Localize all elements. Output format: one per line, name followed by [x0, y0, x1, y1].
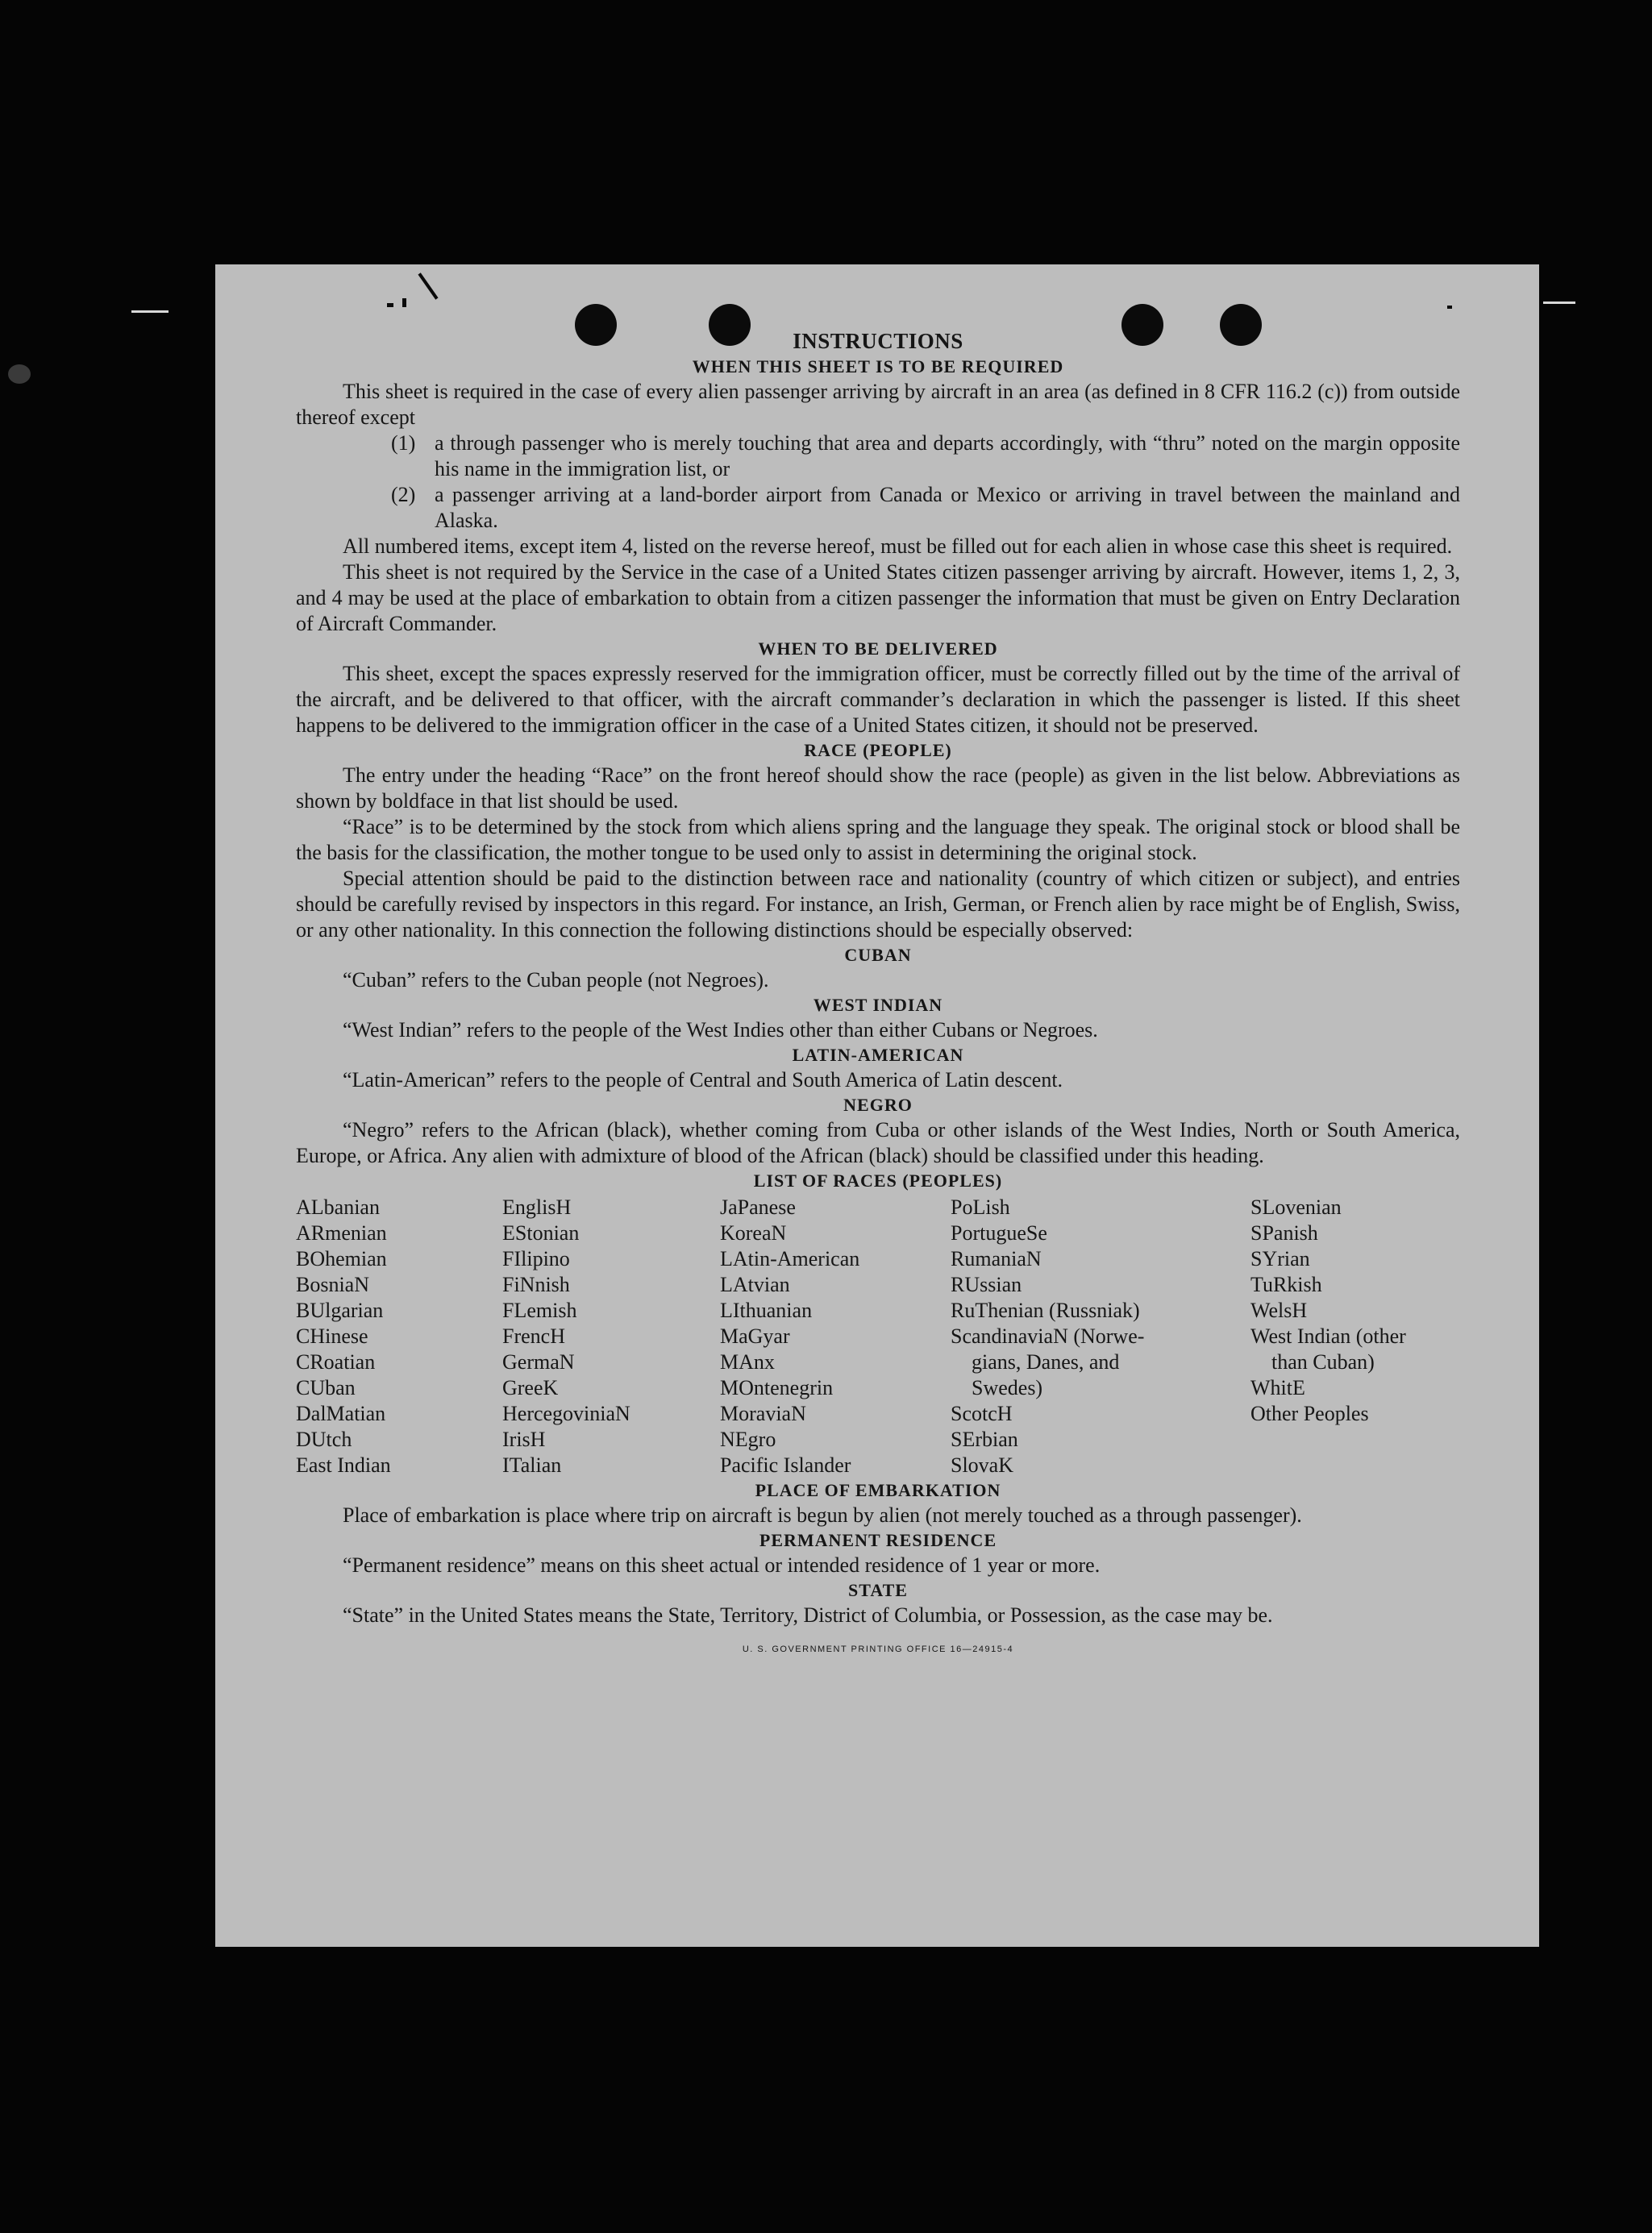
instruction-sheet	[215, 264, 1539, 1947]
heading-latin-american: LATIN-AMERICAN	[792, 1045, 964, 1065]
ink-mark	[387, 303, 393, 307]
margin-speck	[1543, 301, 1575, 304]
citizen-paragraph: This sheet is not required by the Service in the case of a United States citizen passenger arriving by aircraft. However, items 1, 2, 3, and 4 may be used at the place of embarkation to obtain from a citizen passenger the information that must be given on Entry Declaration of Aircraft Commander.	[296, 560, 1460, 635]
race-entry: FiNnish	[502, 1273, 570, 1296]
printing-office-footer: U. S. GOVERNMENT PRINTING OFFICE 16—24915-4	[742, 1645, 1014, 1654]
race-entry: WhitE	[1250, 1376, 1305, 1399]
race-entry: ALbanian	[296, 1196, 380, 1219]
race-column	[951, 1195, 1250, 1478]
heading-cuban: CUBAN	[844, 945, 912, 965]
race-entry-continued: Swedes)	[972, 1376, 1043, 1399]
race-entry: PoLish	[951, 1196, 1010, 1219]
race-entry: ScandinaviaN (Norwe-	[951, 1324, 1145, 1348]
exception-number: (1)	[391, 431, 416, 455]
race-list	[296, 1195, 1460, 1478]
race-entry: LAtvian	[720, 1273, 790, 1296]
heading-west-indian: WEST INDIAN	[813, 995, 943, 1015]
race-entry: BOhemian	[296, 1247, 387, 1270]
race-entry: LAtin-American	[720, 1247, 860, 1270]
when-required-intro: This sheet is required in the case of every alien passenger arriving by aircraft in an area (as defined in 8 CFR 116.2 (c)) from outside thereof except	[296, 380, 1460, 429]
heading-when-required: WHEN THIS SHEET IS TO BE REQUIRED	[692, 356, 1064, 376]
race-entry: BosniaN	[296, 1273, 369, 1296]
race-entry: ITalian	[502, 1453, 562, 1477]
race-column	[1250, 1195, 1460, 1478]
race-entry: ScotcH	[951, 1402, 1013, 1425]
race-entry: FLemish	[502, 1299, 577, 1322]
race-entry: LIthuanian	[720, 1299, 813, 1322]
west-indian-text: “West Indian” refers to the people of the West Indies other than either Cubans or Negroes.	[343, 1018, 1098, 1042]
race-entry: SPanish	[1250, 1221, 1318, 1245]
race-entry: NEgro	[720, 1428, 776, 1451]
race-column	[296, 1195, 502, 1478]
heading-list-of-races: LIST OF RACES (PEOPLES)	[753, 1171, 1003, 1191]
race-entry: GermaN	[502, 1350, 575, 1374]
race-entry: East Indian	[296, 1453, 391, 1477]
heading-place-of-embarkation: PLACE OF EMBARKATION	[755, 1480, 1001, 1500]
race-paragraph: “Race” is to be determined by the stock from which aliens spring and the language they speak. The original stock or blood shall be the basis for the classification, the mother tongue to be used only to assist in determining the original stock.	[296, 815, 1460, 864]
exception-number: (2)	[391, 483, 416, 506]
race-entry: GreeK	[502, 1376, 559, 1399]
race-entry: CHinese	[296, 1324, 368, 1348]
race-entry: CRoatian	[296, 1350, 376, 1374]
negro-text: “Negro” refers to the African (black), whether coming from Cuba or other islands of the West Indies, North or South America, Europe, or Africa. Any alien with admixture of blood of the African (black) should be classified under this heading.	[296, 1118, 1460, 1167]
race-entry: IrisH	[502, 1428, 546, 1451]
race-entry: EStonian	[502, 1221, 580, 1245]
race-entry: JaPanese	[720, 1196, 796, 1219]
race-entry: RuThenian (Russniak)	[951, 1299, 1140, 1322]
numbered-items-paragraph: All numbered items, except item 4, listed on the reverse hereof, must be filled out for each alien in whose case this sheet is required.	[343, 534, 1453, 558]
exception-item	[391, 430, 1460, 482]
page-title: INSTRUCTIONS	[793, 329, 963, 353]
race-entry: SErbian	[951, 1428, 1018, 1451]
margin-speck	[8, 364, 31, 384]
margin-speck	[131, 310, 169, 313]
race-column	[502, 1195, 720, 1478]
race-entry: West Indian (other	[1250, 1324, 1406, 1348]
latin-american-text: “Latin-American” refers to the people of Central and South America of Latin descent.	[343, 1068, 1063, 1092]
race-entry: MoraviaN	[720, 1402, 806, 1425]
race-entry-continued: gians, Danes, and	[972, 1350, 1120, 1374]
race-entry: EnglisH	[502, 1196, 572, 1219]
race-entry: MOntenegrin	[720, 1376, 834, 1399]
race-entry: ARmenian	[296, 1221, 387, 1245]
race-entry: KoreaN	[720, 1221, 787, 1245]
race-entry: DalMatian	[296, 1402, 386, 1425]
heading-race: RACE (PEOPLE)	[804, 740, 952, 760]
race-entry: BUlgarian	[296, 1299, 384, 1322]
race-entry: DUtch	[296, 1428, 352, 1451]
instructions-body	[296, 327, 1460, 1662]
race-entry: RUssian	[951, 1273, 1022, 1296]
race-entry: SlovaK	[951, 1453, 1013, 1477]
race-entry: FIlipino	[502, 1247, 570, 1270]
embarkation-text: Place of embarkation is place where trip on aircraft is begun by alien (not merely touched as a through passenger).	[343, 1503, 1302, 1527]
exception-text: a through passenger who is merely touching that area and departs accordingly, with “thru” noted on the margin opposite his name in the immigration list, or	[435, 431, 1460, 480]
ink-mark	[418, 272, 438, 299]
race-paragraph: Special attention should be paid to the distinction between race and nationality (country of which citizen or subject), and entries should be carefully revised by inspectors in this regard. For instance, an Irish, German, or French alien by race might be of English, Swiss, or any other nationality. In this connection the following distinctions should be especially observed:	[296, 867, 1460, 942]
race-entry: MAnx	[720, 1350, 775, 1374]
heading-state: STATE	[848, 1580, 908, 1600]
race-column	[720, 1195, 951, 1478]
race-entry-continued: than Cuban)	[1271, 1350, 1375, 1374]
when-delivered-text: This sheet, except the spaces expressly reserved for the immigration officer, must be correctly filled out by the time of the arrival of the aircraft, and be delivered to that officer, with the aircraft commander’s declaration in which the passenger is listed. If this sheet happens to be delivered to the immigration officer in the case of a United States citizen, it should not be preserved.	[296, 662, 1460, 737]
race-entry: MaGyar	[720, 1324, 790, 1348]
race-entry: CUban	[296, 1376, 356, 1399]
race-entry: SYrian	[1250, 1247, 1310, 1270]
cuban-text: “Cuban” refers to the Cuban people (not Negroes).	[343, 968, 769, 992]
race-entry: Other Peoples	[1250, 1402, 1369, 1425]
race-entry: FrencH	[502, 1324, 565, 1348]
exception-text: a passenger arriving at a land-border airport from Canada or Mexico or arriving in travel between the mainland and Alaska.	[435, 483, 1460, 532]
race-paragraph: The entry under the heading “Race” on the front hereof should show the race (people) as given in the list below. Abbreviations as shown by boldface in that list should be used.	[296, 763, 1460, 813]
race-entry: PortugueSe	[951, 1221, 1047, 1245]
heading-when-delivered: WHEN TO BE DELIVERED	[758, 638, 998, 659]
ink-mark	[402, 298, 406, 307]
race-entry: RumaniaN	[951, 1247, 1042, 1270]
exception-item	[391, 482, 1460, 534]
state-text: “State” in the United States means the State, Territory, District of Columbia, or Possession, as the case may be.	[343, 1603, 1273, 1627]
ink-mark	[1447, 306, 1452, 309]
race-entry: Pacific Islander	[720, 1453, 851, 1477]
heading-permanent-residence: PERMANENT RESIDENCE	[759, 1530, 997, 1550]
heading-negro: NEGRO	[843, 1095, 913, 1115]
race-entry: HercegoviniaN	[502, 1402, 630, 1425]
residence-text: “Permanent residence” means on this sheet actual or intended residence of 1 year or more.	[343, 1553, 1101, 1577]
race-entry: TuRkish	[1250, 1273, 1322, 1296]
race-entry: SLovenian	[1250, 1196, 1342, 1219]
race-entry: WelsH	[1250, 1299, 1308, 1322]
